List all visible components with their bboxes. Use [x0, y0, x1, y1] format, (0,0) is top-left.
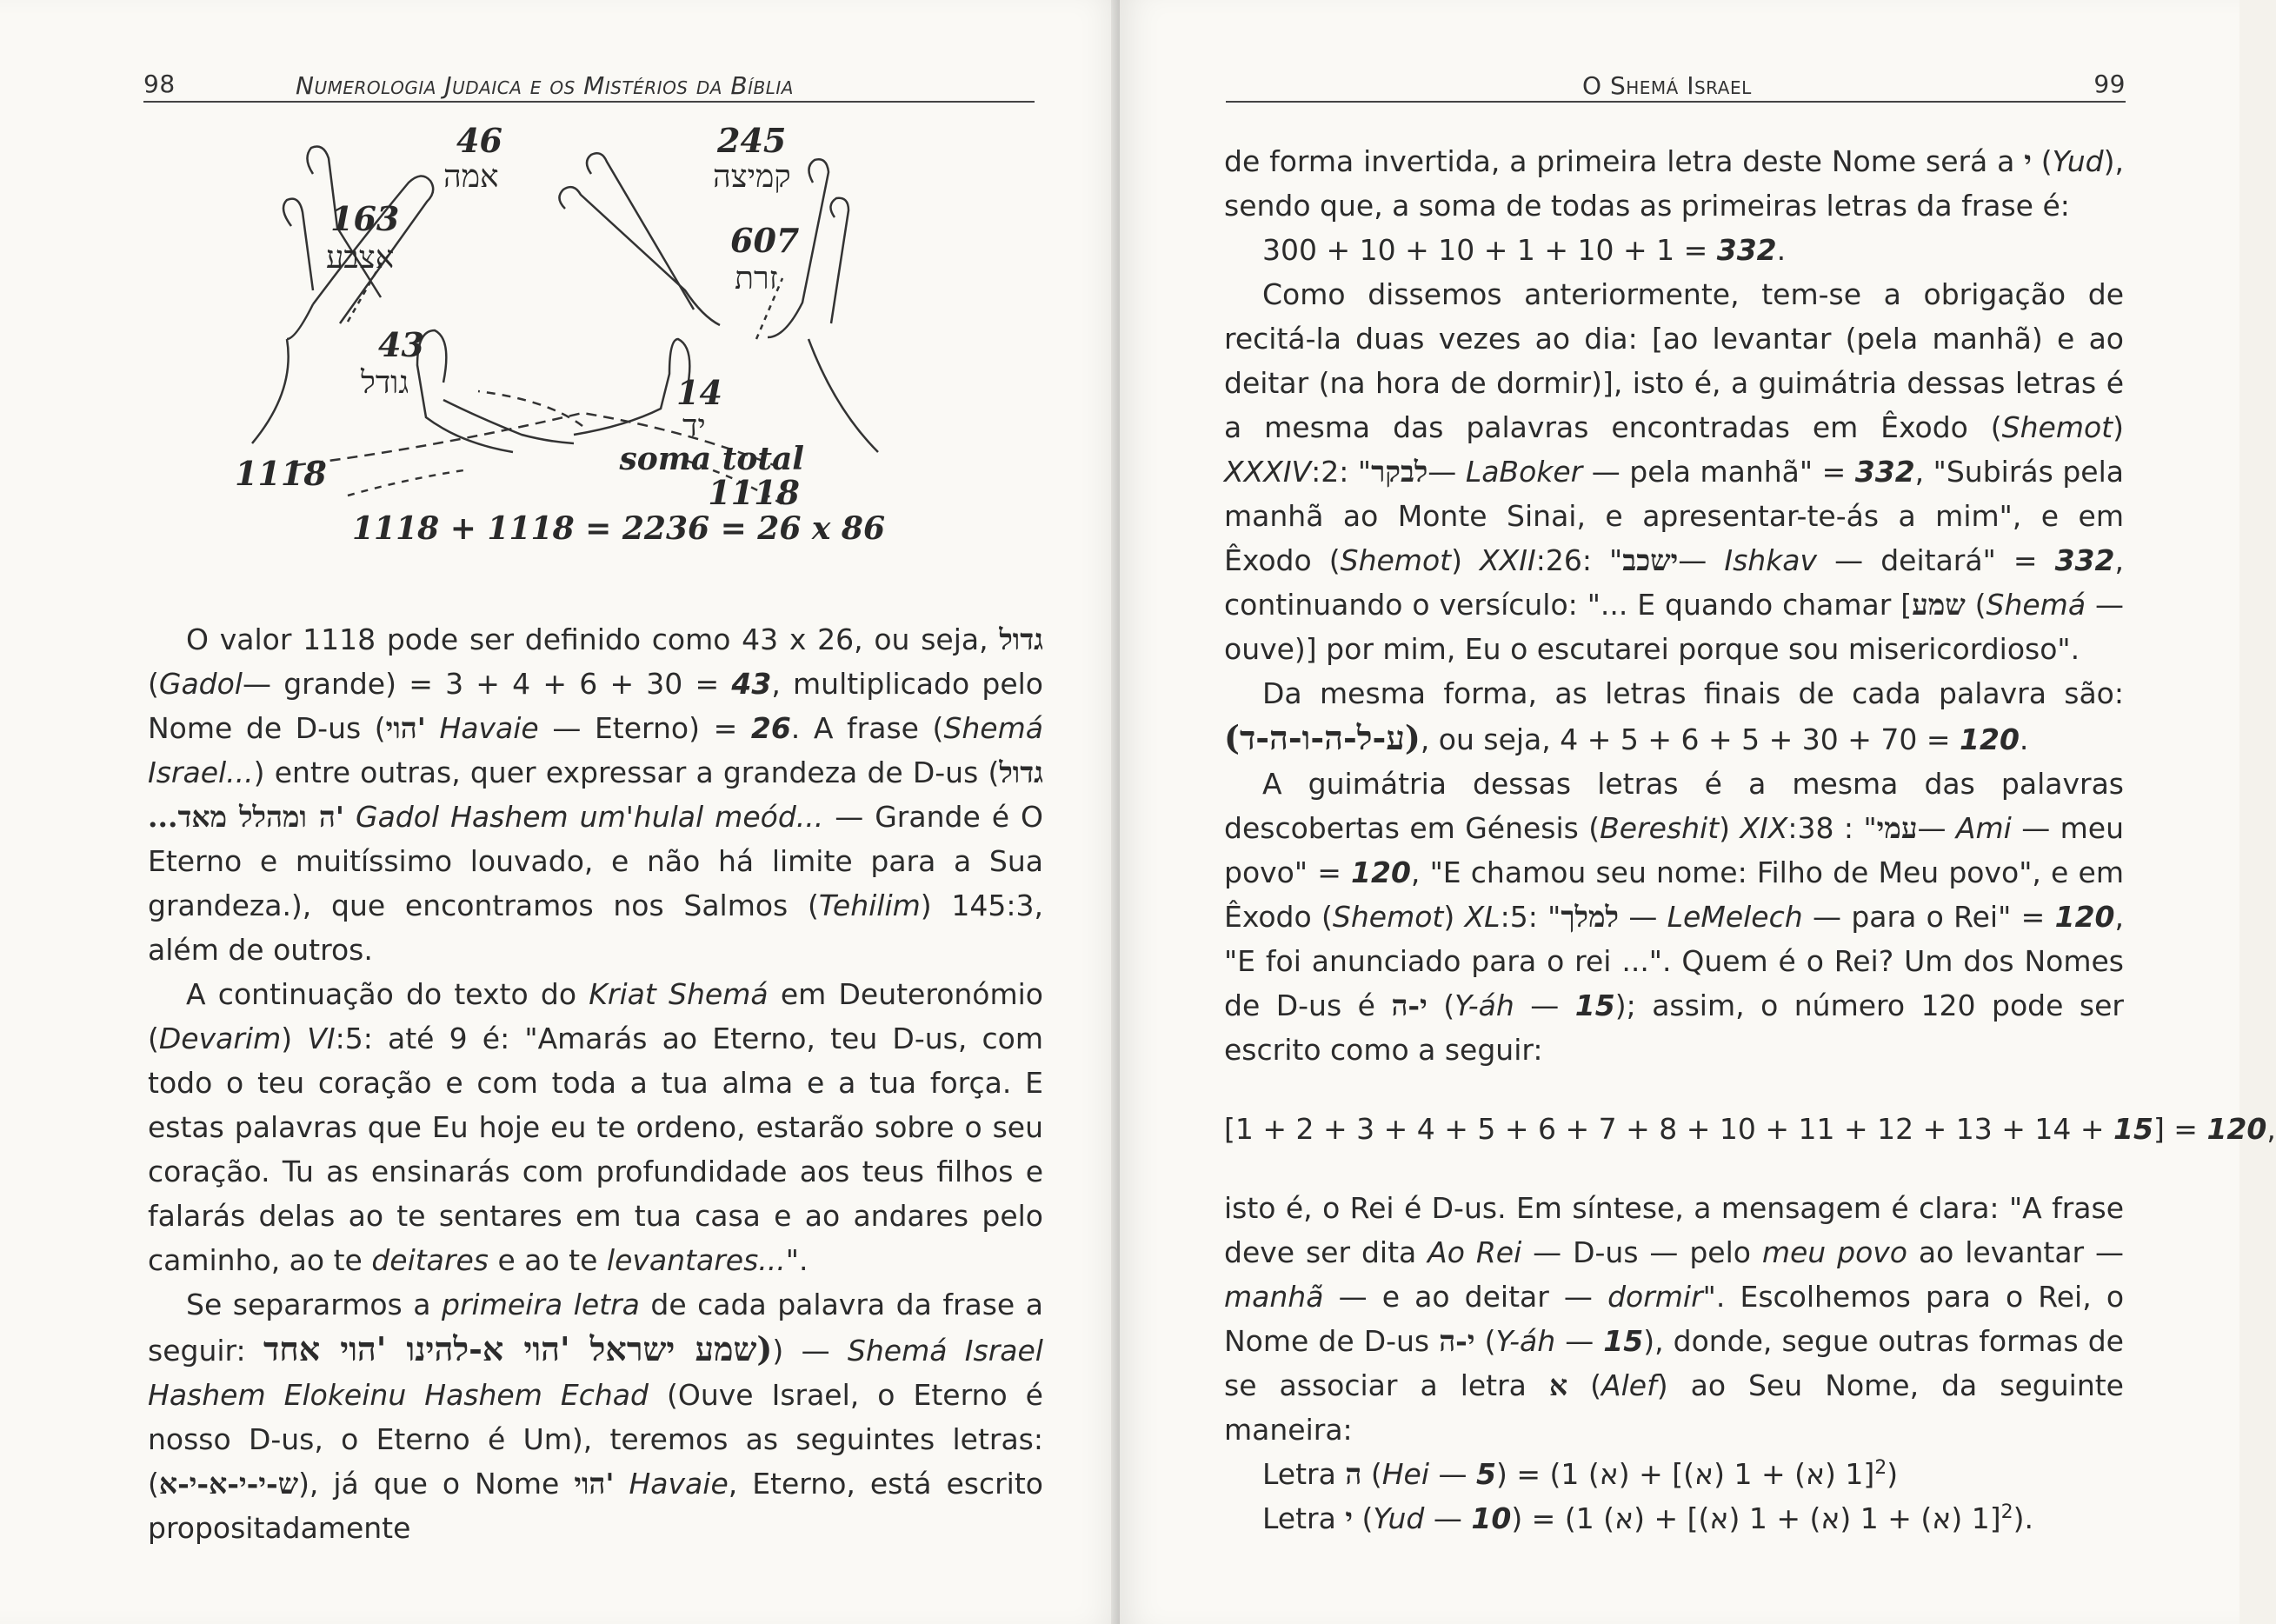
right-paragraph-1: de forma invertida, a primeira letra deste Nome será a י (Yud), sendo que, a soma de todas as primeiras letras da frase é: — [1224, 144, 2124, 223]
fig-h46: אמה — [443, 159, 499, 195]
fig-h43: גודל — [361, 365, 409, 401]
right-paragraph-5: isto é, o Rei é D-us. Em síntese, a mensagem é clara: "A frase deve ser dita Ao Rei — D-us — pelo meu povo ao levantar — manhã — e ao deitar — dormir". Escolhemos para o Rei, o Nome de D-us י-ה (Y-áh — 15), donde, segue outras formas de se associar a letra א (Alef) ao Seu Nome, da seguinte maneira: — [1224, 1191, 2125, 1447]
right-letra-hei: Letra ה (Hei — 5) = (1 (א) + [1 (א) + 1 (א)]$^2$) — [1262, 1457, 1899, 1491]
left-body-text — [148, 617, 1043, 1550]
left-running-head — [143, 70, 1035, 103]
fig-n46: 46 — [456, 121, 502, 160]
right-paragraph-3: Da mesma forma, as letras finais de cada palavra são: (ע-ל-ה-ו-ה-ד), ou seja, 4 + 5 + 6 + 5 + 30 + 70 = 120. — [1224, 676, 2124, 757]
fig-h14: יד — [682, 409, 706, 444]
fig-h607: זרת — [735, 261, 778, 296]
fig-n245: 245 — [717, 121, 787, 160]
right-paragraph-4: A guimátria dessas letras é a mesma das palavras descobertas em Génesis (Bereshit) XIX:38 : "עמי— Ami — meu povo" = 120, "E chamou seu nome: Filho de Meu povo", e em Êxodo (Shemot) XL:5: "למלך — LeMelech — para o Rei" = 120, "E foi anunciado para o rei ...". Quem é o Rei? Um dos Nomes de D-us é י-ה (Y-áh — 15); assim, o número 120 pode ser escrito como a seguir: — [1224, 767, 2124, 1067]
right-paragraph-2: Como dissemos anteriormente, tem-se a obrigação de recitá-la duas vezes ao dia: [ao levantar (pela manhã) e ao deitar (na hora de dormir)], isto é, a guimátria dessas letras é a mesma das palavras encontradas em Êxodo (Shemot) XXXIV:2: "לבקר— LaBoker — pela manhã" = 332, "Subirás pela manhã ao Monte Sinai, e apresentar-te-ás a mim", e em Êxodo (Shemot) XXII:26: "ישכב— Ishkav — deitará" = 332, continuando o versículo: "... E quando chamar [שמע (Shemá — ouve)] por mim, Eu o escutarei porque sou misericordioso". — [1224, 277, 2124, 666]
right-equation-332: 300 + 10 + 10 + 1 + 10 + 1 = 332. — [1262, 233, 1787, 267]
hands-figure — [200, 122, 1008, 574]
left-page — [0, 0, 1120, 1624]
left-paragraph-1: O valor 1118 pode ser definido como 43 x 26, ou seja, גדול (Gadol— grande) = 3 + 4 + 6 + 30 = 43, multiplicado pelo Nome de D-us ('הוי Havaie — Eterno) = 26. A frase (Shemá Israel...) entre outras, quer expressar a grandeza de D-us (גדול 'ה ומהלל מאד... Gadol Hashem um'hulal meód... — Grande é O Eterno e muitíssimo louvado, e não há limite para a Sua grandeza.), que encontramos nos Salmos (Tehilim) 145:3, além de outros. — [148, 622, 1044, 967]
fig-n607: 607 — [730, 221, 800, 260]
fig-n14: 14 — [676, 373, 722, 412]
left-running-title: Numerologia Judaica e os Mistérios da Bíblia — [296, 71, 794, 100]
right-page-number: 99 — [2093, 70, 2126, 98]
right-running-head — [1226, 70, 2126, 103]
left-paragraph-2: A continuação do texto do Kriat Shemá em Deuteronómio (Devarim) VI:5: até 9 é: "Amarás ao Eterno, teu D-us, com todo o teu coração e com toda a tua alma e a tua força. E estas palavras que Eu hoje eu te ordeno, estarão sobre o seu coração. Tu as ensinarás com profundidade aos teus filhos e falarás delas ao te sentares em tua casa e ao andares pelo caminho, ao te deitares e ao te levantares...". — [148, 977, 1043, 1277]
fig-n1118-right: 1118 — [708, 473, 800, 512]
right-body-text — [1224, 139, 2276, 1541]
fig-n163: 163 — [330, 199, 400, 238]
fig-formula: 1118 + 1118 = 2236 = 26 x 86 — [352, 510, 886, 547]
fig-h163: אצבע — [326, 240, 395, 276]
fig-soma-total: soma total — [619, 441, 804, 477]
fig-n43: 43 — [378, 325, 424, 364]
fig-n1118-left: 1118 — [235, 454, 327, 493]
right-running-title: O Shemá Israel — [1582, 71, 1752, 100]
fig-h245: קמיצה — [713, 159, 791, 195]
right-series-120: [1 + 2 + 3 + 4 + 5 + 6 + 7 + 8 + 10 + 11 + 12 + 13 + 14 + 15] = 120, — [1224, 1112, 2276, 1146]
left-paragraph-3: Se separarmos a primeira letra de cada palavra da frase a seguir: (שמע ישראל 'הוי א-להינו 'הוי אחד) — Shemá Israel Hashem Elokeinu Hashem Echad (Ouve Israel, o Eterno é nosso D-us, o Eterno é Um), teremos as seguintes letras: (ש-י-י-א-י-א), já que o Nome 'הוי Havaie, Eterno, está escrito propositadamente — [148, 1288, 1043, 1545]
right-letra-yud: Letra י (Yud — 10) = (1 (א) + [1 (א) + 1 (א) + 1 (א)]$^2$). — [1262, 1501, 2033, 1535]
left-page-number: 98 — [143, 70, 176, 98]
right-page — [1120, 0, 2276, 1624]
